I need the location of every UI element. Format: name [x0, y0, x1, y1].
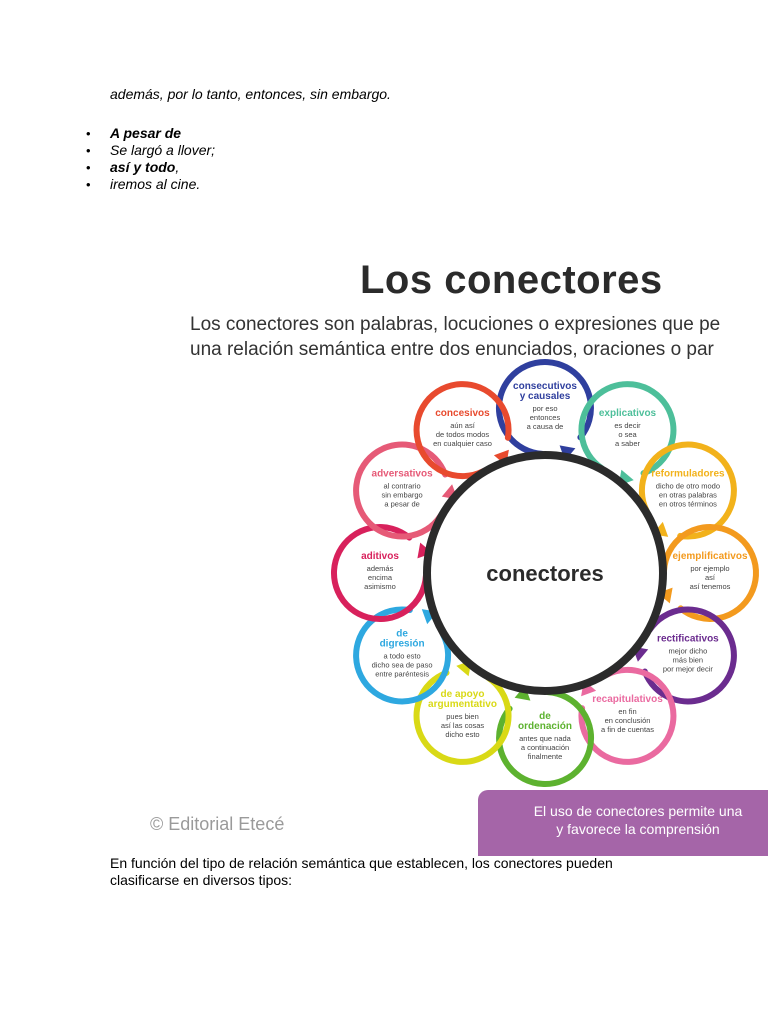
- category-example: en cualquier caso: [433, 439, 492, 449]
- category-example: por mejor decir: [662, 664, 713, 674]
- category-example: al contrario: [383, 481, 421, 491]
- category-example: a pesar de: [384, 499, 420, 509]
- banner-line-1: El uso de conectores permite una: [533, 803, 743, 819]
- category-example: antes que nada: [519, 734, 571, 743]
- category-title: explicativos: [598, 408, 657, 420]
- category-consecutivos: [499, 362, 591, 461]
- category-title: ordenación: [518, 721, 572, 732]
- category-title: digresión: [379, 638, 425, 650]
- category-title: adversativos: [371, 468, 433, 480]
- category-example: en fin: [618, 706, 637, 716]
- category-example: aún así: [450, 421, 475, 431]
- bullet-bold: así y todo: [110, 159, 176, 175]
- category-example: así: [704, 573, 716, 582]
- connectors-diagram: [0, 240, 768, 860]
- category-title: de apoyo: [440, 688, 485, 700]
- infographic-title: Los conectores: [360, 258, 663, 302]
- category-example: por ejemplo: [690, 564, 730, 573]
- category-example: dicho de otro modo: [655, 481, 721, 491]
- category-example: finalmente: [527, 752, 563, 761]
- category-title: y causales: [519, 391, 571, 402]
- category-example: a fin de cuentas: [601, 724, 654, 734]
- category-example: en otros términos: [658, 499, 717, 509]
- category-example: mejor dicho: [668, 646, 708, 656]
- bullet-bold: A pesar de: [110, 125, 182, 141]
- bullet-text: iremos al cine.: [110, 176, 201, 192]
- category-title: concesivos: [435, 408, 490, 420]
- category-example: dicho esto: [445, 729, 480, 739]
- category-example: es decir: [614, 421, 641, 431]
- bullet-item: [110, 159, 215, 176]
- category-example: más bien: [672, 655, 704, 665]
- info-banner: [478, 790, 768, 856]
- editorial-credit: © Editorial Etecé: [150, 814, 285, 834]
- category-example: en conclusión: [604, 715, 651, 725]
- category-example: entonces: [529, 413, 561, 422]
- category-title: rectificativos: [657, 633, 719, 645]
- category-aditivos: [334, 527, 433, 619]
- category-example: a todo esto: [383, 651, 421, 661]
- category-example: pues bien: [446, 711, 479, 721]
- category-title: recapitulativos: [592, 693, 663, 705]
- connectors-infographic: [0, 240, 768, 860]
- category-example: asimismo: [364, 582, 396, 591]
- category-title: de: [396, 628, 408, 640]
- subtitle-line-1: Los conectores son palabras, locuciones o expresiones que pe: [190, 314, 721, 335]
- category-example: o sea: [618, 430, 637, 440]
- category-title: consecutivos: [513, 381, 577, 392]
- banner-line-2: y favorece la comprensión: [556, 821, 720, 837]
- bullet-item: [110, 125, 215, 142]
- category-example: dicho sea de paso: [371, 660, 433, 670]
- bullet-item: [110, 142, 215, 159]
- bullet-list: [110, 125, 215, 193]
- classification-text: En función del tipo de relación semántica que establecen, los conectores pueden clasificarse en diversos tipos:: [110, 855, 613, 888]
- category-example: por eso: [532, 404, 558, 413]
- bullet-text: ,: [175, 159, 180, 175]
- category-example: encima: [367, 573, 393, 582]
- category-example: entre paréntesis: [375, 669, 429, 679]
- category-example: así tenemos: [689, 582, 731, 591]
- category-example: a continuación: [520, 743, 570, 752]
- category-example: sin embargo: [381, 490, 423, 500]
- bullet-item: [110, 176, 215, 193]
- category-title: ejemplificativos: [672, 551, 748, 562]
- subtitle-line-2: una relación semántica entre dos enunciados, oraciones o par: [190, 339, 714, 360]
- bullet-text: Se largó a llover;: [110, 142, 216, 158]
- category-title: aditivos: [361, 551, 399, 562]
- category-title: de: [539, 711, 551, 722]
- category-example: así las cosas: [440, 720, 485, 730]
- category-example: además: [366, 564, 394, 573]
- category-title: argumentativo: [428, 698, 497, 710]
- category-example: a causa de: [526, 422, 564, 431]
- intro-text: además, por lo tanto, entonces, sin embargo.: [110, 86, 391, 102]
- category-example: de todos modos: [435, 430, 490, 440]
- category-example: a saber: [614, 439, 641, 449]
- category-example: en otras palabras: [658, 490, 717, 500]
- category-title: reformuladores: [651, 468, 725, 480]
- center-label: conectores: [486, 561, 604, 586]
- category-ordenacion: [499, 685, 591, 784]
- category-ejemplificativos: [657, 527, 756, 619]
